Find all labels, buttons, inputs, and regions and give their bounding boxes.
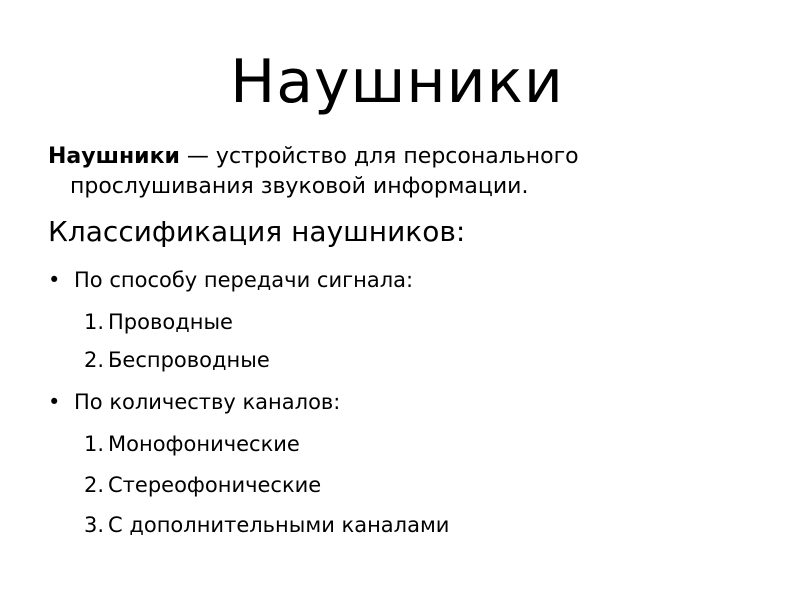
bullet-label: По количеству каналов:: [74, 390, 341, 414]
item-number: 3.: [84, 513, 105, 537]
item-number: 2.: [84, 473, 105, 497]
definition-term: Наушники: [48, 144, 180, 169]
bullet-dot: •: [48, 390, 61, 414]
definition-paragraph: [48, 142, 748, 202]
bullet-label: По способу передачи сигнала:: [74, 268, 414, 292]
numbered-item: [84, 471, 321, 499]
numbered-item: [84, 511, 449, 539]
numbered-item: [84, 308, 233, 336]
item-label: Беспроводные: [108, 348, 270, 372]
item-label: Монофонические: [108, 432, 300, 456]
classification-heading: Классификация наушников:: [48, 215, 466, 248]
numbered-item: [84, 430, 300, 458]
item-label: С дополнительными каналами: [108, 513, 450, 537]
numbered-item: [84, 346, 270, 374]
item-number: 2.: [84, 348, 105, 372]
slide-title: Наушники: [230, 47, 564, 117]
bullet-item: [48, 266, 413, 294]
bullet-dot: •: [48, 268, 61, 292]
definition-text-line2: прослушивания звуковой информации.: [70, 174, 529, 199]
item-number: 1.: [84, 310, 105, 334]
item-label: Проводные: [108, 310, 233, 334]
definition-text-line1: — устройство для персонального: [179, 144, 579, 169]
item-number: 1.: [84, 432, 105, 456]
item-label: Стереофонические: [108, 473, 322, 497]
bullet-item: [48, 388, 340, 416]
